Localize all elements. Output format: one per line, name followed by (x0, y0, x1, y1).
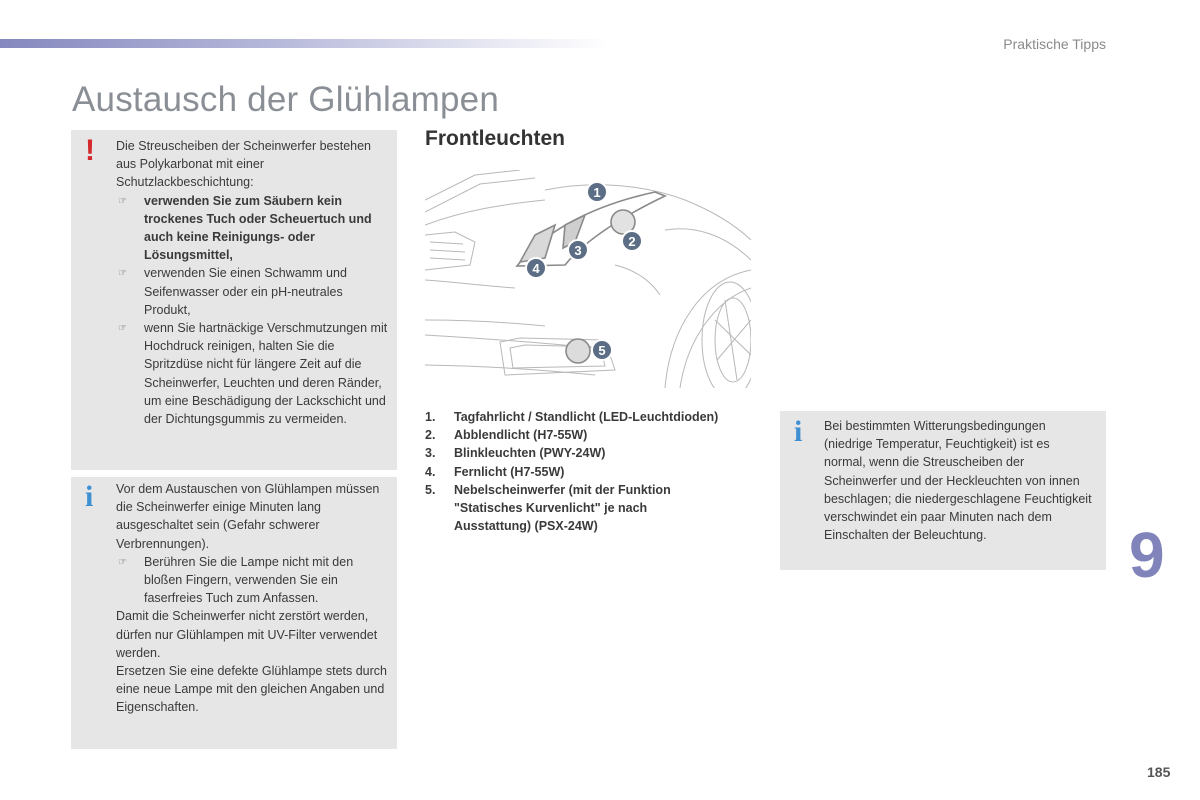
pointing-finger-icon: ☞ (118, 323, 127, 335)
page-number: 185 (1147, 764, 1171, 780)
info-icon: i (794, 415, 803, 448)
lamp-legend (425, 408, 765, 535)
callout-3: 3 (574, 243, 582, 258)
info-intro: Vor dem Austauschen von Glühlampen müssen die Scheinwerfer einige Minuten lang ausgeschaltet sein (Gefahr schwerer Verbrennungen). (116, 482, 380, 551)
callout-4: 4 (532, 261, 540, 276)
warning-intro: Die Streuscheiben der Scheinwerfer bestehen aus Polykarbonat mit einer Schutzlackbeschichtung: (116, 139, 372, 190)
warning-bullet: ☞ verwenden Sie einen Schwamm und Seifenwasser oder ein pH-neutrales Produkt, (118, 266, 347, 317)
section-label: Praktische Tipps (1003, 36, 1106, 52)
info-paragraph: Damit die Scheinwerfer nicht zerstört werden, dürfen nur Glühlampen mit UV-Filter verwendet werden. (116, 609, 378, 660)
legend-item: 4. Fernlicht (H7-55W) (425, 464, 565, 479)
headlight-illustration (425, 170, 751, 388)
callout-markers (526, 182, 642, 360)
info-paragraph: Ersetzen Sie eine defekte Glühlampe stets durch eine neue Lampe mit den gleichen Angaben und Eigenschaften. (116, 664, 387, 715)
callout-5: 5 (598, 343, 606, 358)
legend-item: 5. Nebelscheinwerfer (mit der Funktion "Statisches Kurvenlicht" je nach Ausstattung) (PSX-24W) (425, 482, 671, 534)
exclamation-icon: ! (85, 134, 95, 167)
pointing-finger-icon: ☞ (118, 268, 127, 280)
info-icon: i (85, 480, 94, 513)
legend-item: 3. Blinkleuchten (PWY-24W) (425, 446, 606, 461)
callout-2: 2 (628, 234, 636, 249)
info-bullet: ☞ Berühren Sie die Lampe nicht mit den bloßen Fingern, verwenden Sie ein faserfreies Tuch zum Anfassen. (118, 554, 354, 606)
pointing-finger-icon: ☞ (118, 195, 127, 207)
info-text-left (116, 480, 391, 717)
warning-bullet: ☞ wenn Sie hartnäckige Verschmutzungen mit Hochdruck reinigen, halten Sie die Spritzdüse nicht für längere Zeit auf die Scheinwerfer, Leuchten und deren Ränder, um eine Beschädigung der Lackschicht und der Dichtungsgummis zu vermeiden. (118, 321, 388, 427)
info-text-right: Bei bestimmten Witterungsbedingungen (niedrige Temperatur, Feuchtigkeit) ist es normal, wenn die Streuscheiben der Scheinwerfer und der Heckleuchten von innen beschlagen; die niedergeschlagene Feuchtigkeit verschwindet ein paar Minuten nach dem Einschalten der Beleuchtung. (824, 419, 1092, 543)
chapter-number: 9 (1129, 519, 1165, 591)
warning-text (116, 137, 391, 428)
callout-1: 1 (593, 185, 601, 200)
legend-item: 1. Tagfahrlicht / Standlicht (LED-Leuchtdioden) (425, 410, 719, 424)
pointing-finger-icon: ☞ (118, 556, 127, 568)
legend-item: 2. Abblendlicht (H7-55W) (425, 428, 588, 443)
page-title: Austausch der Glühlampen (72, 80, 499, 119)
section-heading: Frontleuchten (425, 127, 565, 150)
warning-bullet: ☞ verwenden Sie zum Säubern kein trockenes Tuch oder Scheuertuch und auch keine Reinigungs- oder Lösungsmittel, (118, 193, 372, 263)
header-accent-bar (0, 39, 610, 48)
